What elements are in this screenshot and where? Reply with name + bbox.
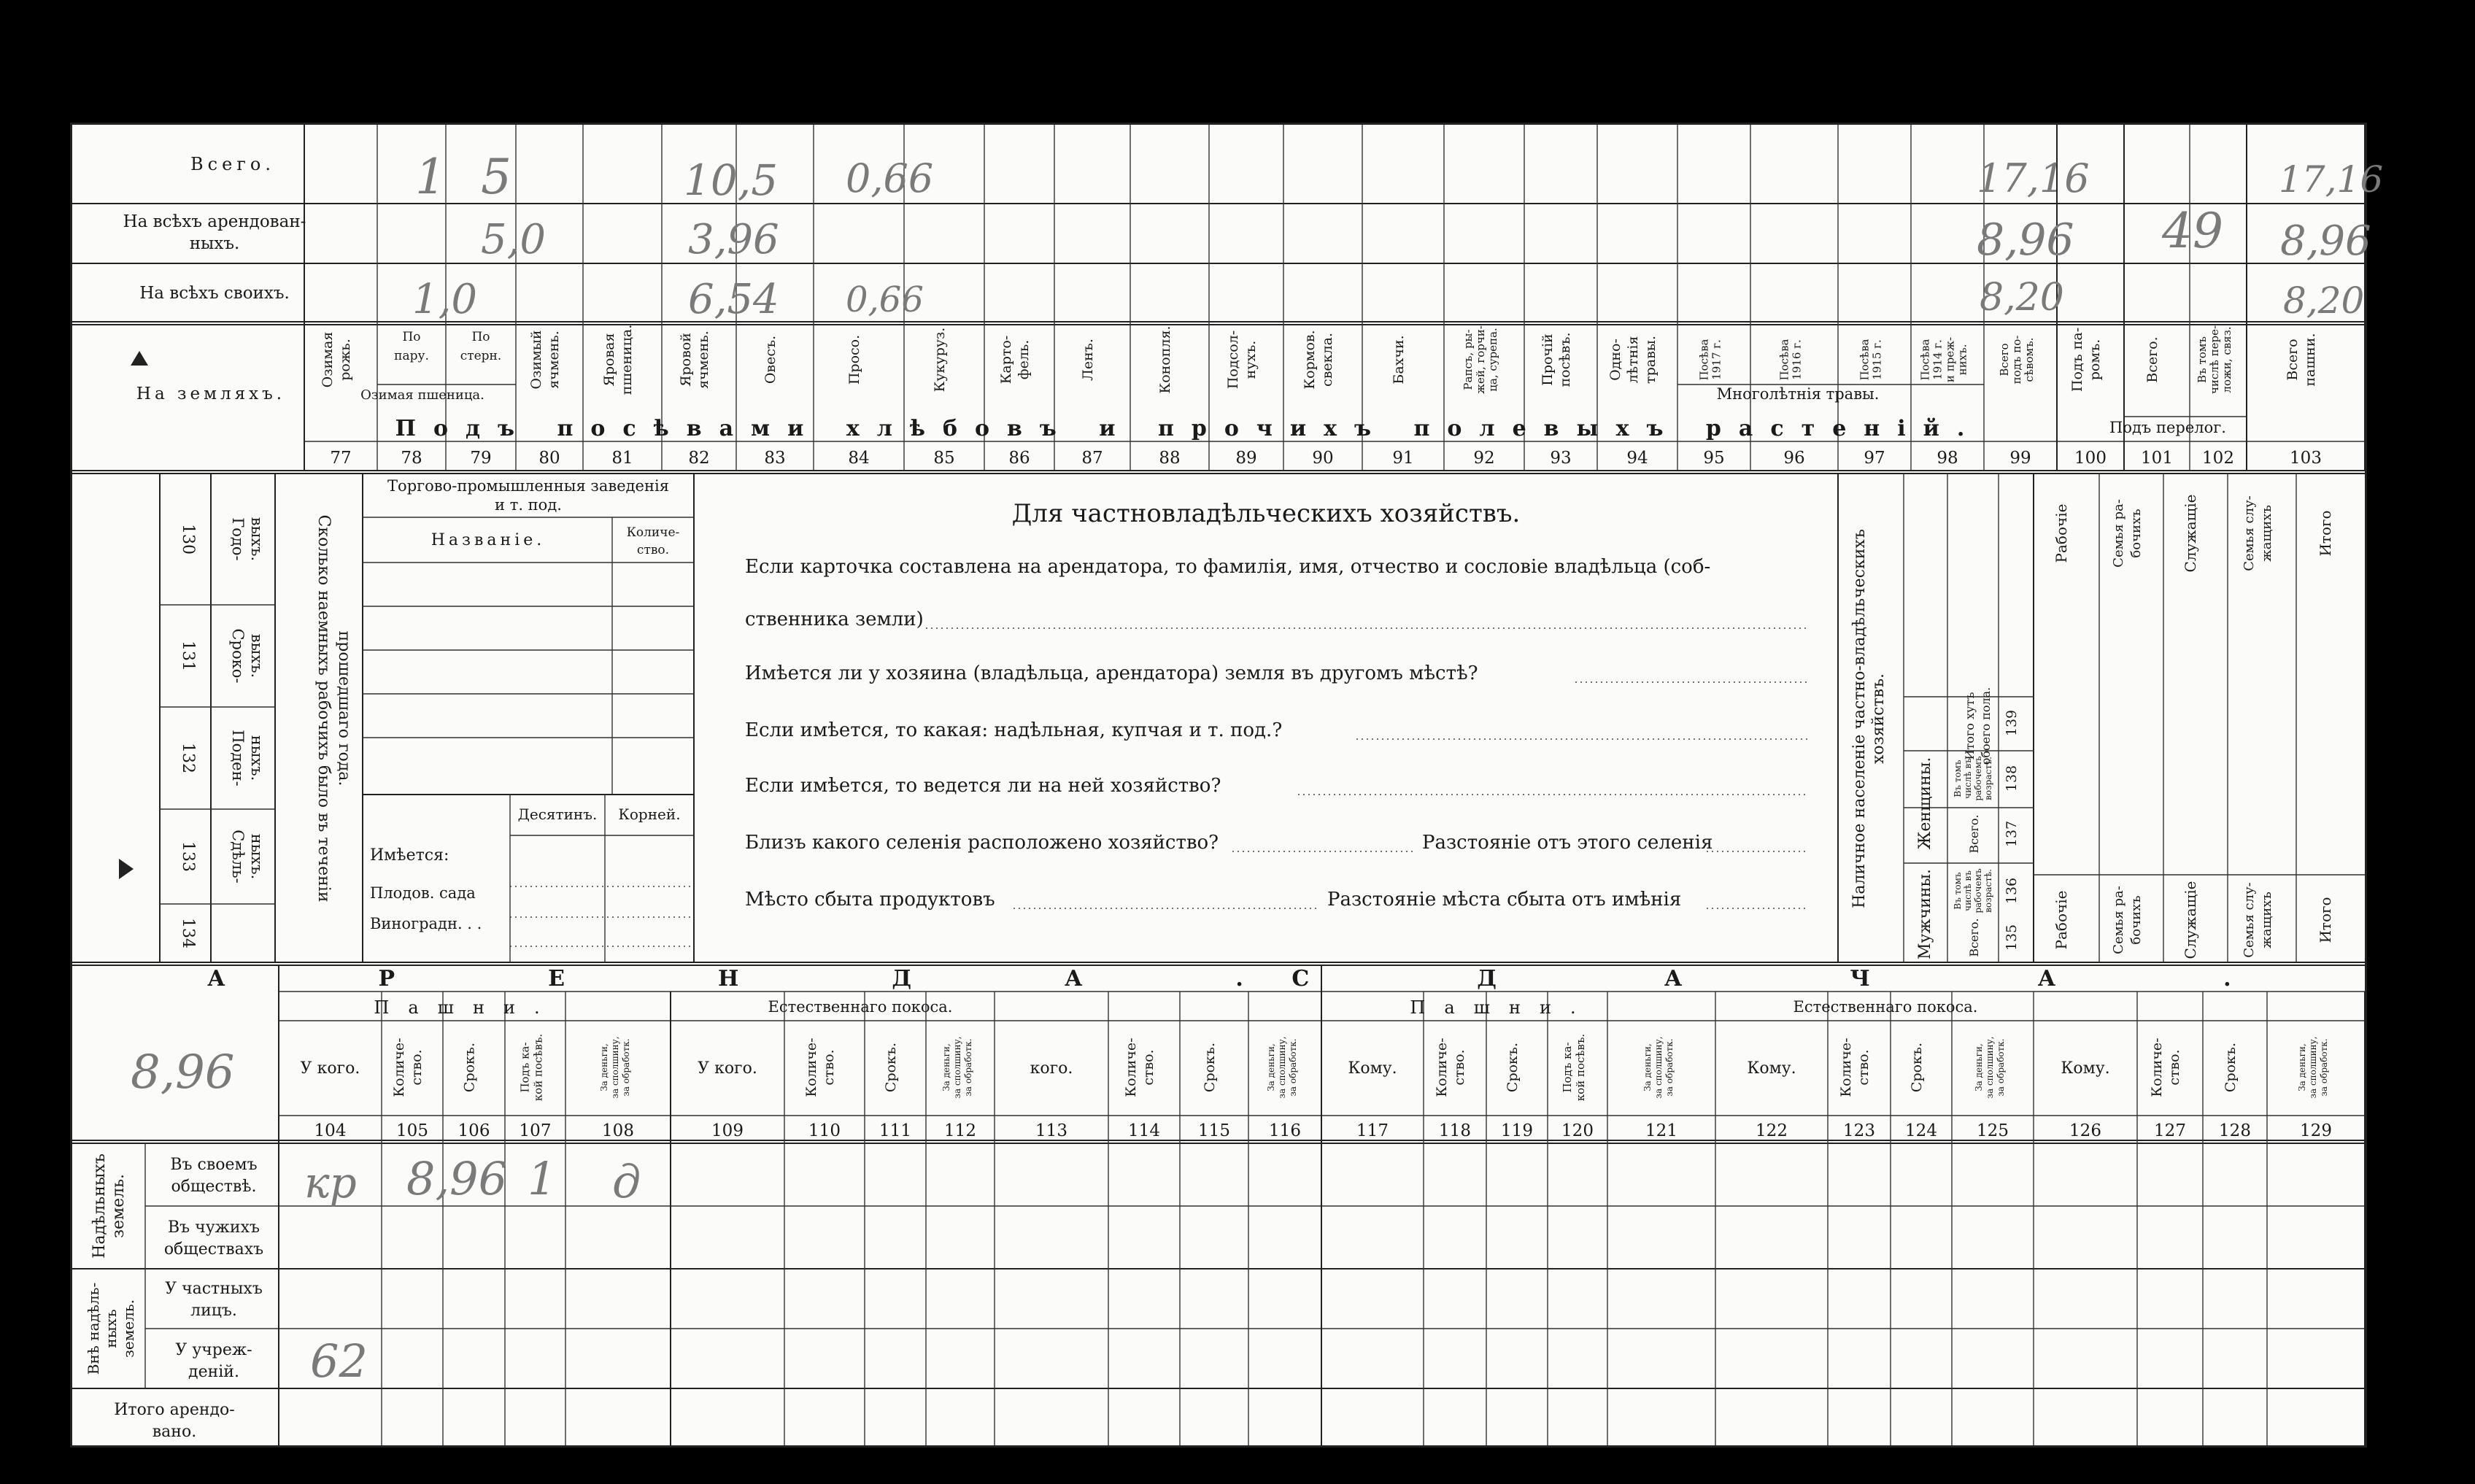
pop-col-staff: Служащіе — [2182, 494, 2199, 573]
col-number-110: 110 — [808, 1121, 841, 1140]
crop-header-9: Карто- — [998, 335, 1014, 384]
q-farming: Если имѣется, то ведется ли на ней хозяйство? — [745, 775, 1221, 797]
col-number-108: 108 — [602, 1121, 634, 1140]
crop-header-17: травы. — [1642, 336, 1659, 384]
lease-col-header-18: Кому. — [1747, 1059, 1796, 1078]
lease-col-header-20: Срокъ. — [1909, 1042, 1925, 1093]
pop-of-which: возрастѣ. — [1983, 869, 1993, 913]
bottom-frame — [72, 965, 2365, 1445]
crop-header-0: рожь. — [337, 339, 353, 381]
col-number-127: 127 — [2154, 1121, 2186, 1140]
arenda-pokos: Естественнаго покоса. — [768, 998, 953, 1016]
col-number-82: 82 — [688, 449, 710, 468]
institutions-label-2: деній. — [188, 1363, 239, 1381]
col-number-116: 116 — [1269, 1121, 1301, 1140]
col-number-99: 99 — [2009, 449, 2031, 468]
hw-rented-c2: 5,0 — [481, 216, 547, 263]
lease-col-header-25: за сполшину, — [2308, 1036, 2318, 1099]
column-numbers-bottom — [314, 1121, 2332, 1140]
lease-col-header-25: за обработк. — [2319, 1038, 2329, 1097]
census-form-grid — [72, 125, 2399, 1445]
pop-women-total: Всего. — [1967, 814, 1981, 854]
hw-own-c26: 8,20 — [2283, 279, 2365, 322]
col-number-118: 118 — [1439, 1121, 1471, 1140]
crop-header-22: Всего — [1998, 343, 2011, 376]
lease-columns-grid — [279, 992, 2365, 1445]
col-number-77: 77 — [330, 449, 352, 468]
crop-header-16: Прочій — [1540, 333, 1556, 386]
trade-qty-header: Количе- — [626, 525, 680, 540]
hw-own-c5: 6,54 — [688, 276, 779, 323]
col-number-111: 111 — [879, 1121, 911, 1140]
winter-wheat-group: Озимая пшеница. — [360, 387, 484, 403]
handwritten-entries — [131, 149, 2383, 1388]
hw-nonallot: 62 — [310, 1334, 368, 1388]
population-title-2: хозяйствъ. — [1869, 673, 1888, 765]
nonallotment-label-3: земель. — [120, 1299, 137, 1359]
hw-total-c5: 10,5 — [684, 155, 779, 205]
other-community-label-2: обществахъ — [163, 1240, 264, 1259]
lease-col-header-12: за сполшину, — [1277, 1036, 1287, 1099]
hired-workers-title-2: прошедшаго года. — [335, 630, 353, 787]
lease-col-header-17: за обработк. — [1664, 1038, 1675, 1097]
crop-header-23: Подъ па- — [2069, 327, 2085, 393]
crop-header-10: Ленъ. — [1080, 339, 1096, 381]
pop-total-label: Итого хутъ — [1963, 692, 1977, 760]
col-number-125: 125 — [1977, 1121, 2009, 1140]
crop-header-14: Бахчи. — [1391, 335, 1407, 384]
col-number-78: 78 — [401, 449, 422, 468]
lease-col-header-4: за обработк. — [621, 1038, 631, 1097]
crop-header-19: 1916 г. — [1790, 339, 1804, 380]
lease-col-header-4: За деньги, — [599, 1043, 609, 1091]
crop-header-13: свекла. — [1319, 333, 1335, 387]
pop-col-total: Итого — [2317, 897, 2334, 943]
hw-rented-c5: 3,96 — [688, 216, 779, 263]
census-card-sheet — [70, 123, 2399, 1448]
col-number-112: 112 — [944, 1121, 976, 1140]
vineyard-label: Виноградн. . . — [370, 915, 482, 932]
crop-header-8: Кукуруз. — [932, 327, 948, 393]
pop-num: 136 — [2004, 877, 2020, 905]
row-rented-label: На всѣхъ арендован- — [123, 212, 306, 231]
arrow-up-mark — [131, 351, 148, 366]
col-number-106: 106 — [457, 1121, 490, 1140]
own-community-label-2: обществѣ. — [171, 1178, 257, 1196]
col-number-109: 109 — [711, 1121, 744, 1140]
worker-row-number: 130 — [179, 524, 197, 554]
pop-of-which: числѣ въ — [1963, 758, 1973, 799]
pop-col-staff-family: Семья слу- — [2242, 495, 2257, 571]
nonallotment-label-2: ныхъ — [102, 1309, 120, 1348]
lease-col-header-21: За деньги, — [1974, 1043, 1984, 1091]
pop-num: 138 — [2004, 765, 2020, 792]
col-number-100: 100 — [2074, 449, 2107, 468]
pop-men-total: Всего. — [1967, 918, 1981, 957]
col-number-95: 95 — [1703, 449, 1725, 468]
lease-col-header-9: кого. — [1030, 1059, 1073, 1078]
worker-row-label: Сроко- — [229, 628, 247, 684]
crop-headers — [320, 325, 2318, 395]
trade-title: Торгово-промышленныя заведенія — [387, 477, 669, 495]
lease-col-header-8: за обработк. — [963, 1038, 973, 1097]
lease-col-header-23: Количе- — [2149, 1037, 2165, 1097]
lease-col-header-3: кой посѣвъ. — [531, 1033, 545, 1102]
crop-header-26: Всего — [2285, 339, 2301, 381]
pop-col-total: Итого — [2317, 510, 2334, 557]
crop-header-4: Яровая — [601, 333, 617, 387]
lease-col-header-14: ство. — [1451, 1049, 1467, 1086]
worker-row-label: Сдѣль- — [229, 830, 247, 884]
col-number-79: 79 — [470, 449, 492, 468]
crop-header-22: подъ по- — [2010, 335, 2023, 384]
pop-col-workers: Рабочіе — [2053, 890, 2070, 950]
crop-header-2: По — [471, 330, 490, 344]
pop-col-staff-family: жащихъ — [2259, 892, 2274, 948]
hw-own-c1: 1,0 — [412, 276, 478, 323]
crop-header-12: нухъ. — [1243, 340, 1259, 379]
worker-row-label: выхъ. — [248, 517, 266, 562]
lease-col-header-10: ство. — [1140, 1049, 1157, 1086]
col-number-119: 119 — [1501, 1121, 1533, 1140]
hw-total-c26: 17,16 — [2279, 158, 2384, 201]
lease-col-header-4: за сполшину, — [610, 1036, 620, 1099]
row-own-label: На всѣхъ своихъ. — [139, 284, 290, 303]
lease-col-header-8: за сполшину, — [952, 1036, 962, 1099]
lease-col-header-19: Количе- — [1838, 1037, 1854, 1097]
hw-rented-c22: 8,96 — [1977, 215, 2074, 266]
pop-num: 139 — [2004, 709, 2020, 737]
pop-num: 135 — [2004, 924, 2020, 951]
pop-men-label: Мужчины. — [1916, 868, 1934, 960]
worker-row-label: Годо- — [229, 517, 247, 561]
q-owner: Если карточка составлена на арендатора, то фамилія, имя, отчество и сословіе владѣльца (соб- — [745, 556, 1711, 578]
private-title: Для частновладѣльческихъ хозяйствъ. — [1011, 499, 1521, 528]
hw-lease-term: 1 — [528, 1152, 557, 1205]
pop-of-which: числѣ въ — [1963, 870, 1973, 911]
desyat-header: Десятинъ. — [517, 805, 598, 823]
crop-header-15: ца, сурепа. — [1486, 328, 1499, 392]
crop-header-22: сѣвомъ. — [2023, 337, 2036, 382]
hw-total-c22: 17,16 — [1977, 155, 2090, 201]
col-number-86: 86 — [1008, 449, 1030, 468]
crop-header-5: Яровой — [678, 333, 694, 387]
lease-col-header-19: ство. — [1856, 1049, 1872, 1086]
lease-col-header-16: кой посѣвъ. — [1574, 1033, 1587, 1102]
fallow-group: Подъ перелог. — [2109, 419, 2226, 436]
col-number-122: 122 — [1756, 1121, 1788, 1140]
pop-col-staff: Служащіе — [2182, 881, 2199, 959]
worker-row-number: 131 — [179, 641, 197, 671]
private-persons-label-2: лицъ. — [190, 1302, 237, 1320]
lease-headers — [301, 1034, 2329, 1101]
private-persons-label: У частныхъ — [165, 1280, 263, 1298]
roots-header: Корней. — [618, 805, 681, 823]
lease-col-header-1: Количе- — [391, 1037, 407, 1097]
col-number-115: 115 — [1198, 1121, 1230, 1140]
crop-header-16: посѣвъ. — [1557, 332, 1573, 387]
col-number-87: 87 — [1081, 449, 1103, 468]
crop-header-21: нихъ. — [1955, 344, 1969, 376]
col-number-102: 102 — [2202, 449, 2234, 468]
column-numbers-top — [330, 449, 2322, 468]
trade-title-2: и т. под. — [495, 496, 562, 514]
q-distance: Разстояніе отъ этого селенія — [1422, 832, 1713, 854]
arenda-title: АРЕНДА. — [207, 966, 1397, 992]
pop-of-which: возрастѣ. — [1983, 757, 1993, 800]
worker-row-label: Поден- — [229, 730, 247, 787]
crop-header-3: Озимый — [528, 330, 544, 390]
worker-row-number: 134 — [179, 918, 197, 948]
col-number-80: 80 — [538, 449, 560, 468]
has-label: Имѣется: — [370, 846, 449, 865]
worker-row-label: выхъ. — [248, 633, 266, 679]
col-number-128: 128 — [2219, 1121, 2251, 1140]
col-number-123: 123 — [1843, 1121, 1875, 1140]
nonallotment-label: Внѣ надѣль- — [85, 1282, 102, 1375]
col-number-129: 129 — [2300, 1121, 2332, 1140]
hw-rented-c26: 8,96 — [2280, 217, 2371, 265]
institutions-label: У учреж- — [175, 1341, 252, 1359]
population-title: Наличное населеніе частно-владѣльческихъ — [1850, 529, 1869, 908]
row-total-label: Всего. — [190, 154, 275, 174]
lease-col-header-0: У кого. — [300, 1059, 360, 1078]
col-number-98: 98 — [1937, 449, 1958, 468]
trade-qty-header-2: ство. — [636, 543, 670, 557]
col-number-90: 90 — [1312, 449, 1334, 468]
lease-col-header-22: Кому. — [2061, 1059, 2110, 1078]
crop-header-23: ромъ. — [2087, 339, 2103, 381]
crop-header-13: Кормов. — [1302, 330, 1318, 390]
arrow-right-mark — [119, 859, 134, 879]
col-number-81: 81 — [611, 449, 633, 468]
pop-of-which: рабочемъ — [1973, 868, 1983, 913]
crop-header-4: пшеница. — [619, 324, 635, 395]
pop-col-worker-family: бочихъ — [2128, 509, 2144, 558]
col-number-88: 88 — [1159, 449, 1181, 468]
col-number-117: 117 — [1356, 1121, 1389, 1140]
pop-of-which: рабочемъ — [1973, 756, 1983, 801]
lease-col-header-24: Срокъ. — [2223, 1042, 2239, 1093]
lease-col-header-6: Количе- — [803, 1037, 819, 1097]
hw-total-c2: 5 — [481, 149, 511, 205]
population-block — [1916, 495, 2334, 960]
crop-header-20: Посѣва — [1858, 339, 1872, 381]
col-number-121: 121 — [1645, 1121, 1677, 1140]
lease-col-header-16: Подъ ка- — [1561, 1042, 1574, 1093]
lease-col-header-11: Срокъ. — [1202, 1042, 1218, 1093]
sdacha-pashni: Пашни. — [1410, 997, 1595, 1018]
lease-col-header-23: ство. — [2166, 1049, 2182, 1086]
col-number-92: 92 — [1473, 449, 1495, 468]
col-number-107: 107 — [519, 1121, 552, 1140]
lease-col-header-1: ство. — [409, 1049, 425, 1086]
pop-of-which: Въ томъ — [1953, 872, 1963, 910]
crop-header-18: 1917 г. — [1710, 339, 1723, 380]
total-leased-label: Итого арендо- — [114, 1401, 235, 1419]
lease-col-header-13: Кому. — [1348, 1059, 1397, 1078]
crop-header-9: фель. — [1016, 339, 1032, 380]
pop-col-worker-family: Семья ра- — [2111, 886, 2126, 954]
pop-total-label: обоего пола. — [1979, 687, 1993, 765]
crop-header-2: стерн. — [460, 349, 502, 363]
hw-lease-qty: 8,96 — [406, 1152, 508, 1205]
crop-header-20: 1915 г. — [1870, 339, 1884, 380]
lease-col-header-8: За деньги, — [941, 1043, 951, 1091]
crop-header-11: Конопля. — [1157, 325, 1173, 394]
other-community-label: Въ чужихъ — [168, 1218, 260, 1237]
trade-name-header: Названіе. — [430, 531, 546, 549]
crop-header-15: жей, горчи- — [1474, 325, 1487, 394]
lease-col-header-17: За деньги, — [1642, 1043, 1653, 1091]
total-leased-label-2: вано. — [152, 1423, 197, 1441]
sdacha-title: СДАЧА. — [1291, 966, 2399, 992]
worker-row-label: ныхъ. — [248, 735, 266, 781]
q-village: Близъ какого селенія расположено хозяйство? — [745, 832, 1219, 854]
on-lands-label: На земляхъ. — [136, 384, 286, 403]
lease-col-header-17: за сполшину, — [1653, 1036, 1664, 1099]
crop-header-21: и преж- — [1943, 336, 1957, 383]
col-number-120: 120 — [1561, 1121, 1594, 1140]
lease-col-header-25: За деньги, — [2297, 1043, 2307, 1091]
orchard-label: Плодов. сада — [370, 884, 476, 902]
hw-rented-c24: 49 — [2162, 203, 2223, 259]
allotment-lands-label: Надѣльныхъ — [90, 1153, 109, 1259]
crop-header-25: ложи, связ. — [2220, 326, 2233, 393]
crop-header-17: Одно- — [1607, 339, 1623, 381]
col-number-94: 94 — [1626, 449, 1648, 468]
crop-header-7: Просо. — [846, 334, 862, 385]
hw-lease-pay: д — [612, 1155, 641, 1208]
col-number-101: 101 — [2141, 449, 2173, 468]
col-number-104: 104 — [314, 1121, 347, 1140]
hw-own-c7: 0,66 — [846, 279, 924, 320]
pop-of-which: Въ томъ — [1953, 760, 1963, 797]
crop-header-17: лѣтнія — [1625, 336, 1641, 384]
pop-col-workers: Рабочіе — [2053, 503, 2070, 563]
crop-header-3: ячмень. — [546, 331, 562, 389]
col-number-124: 124 — [1905, 1121, 1937, 1140]
crop-header-5: ячмень. — [695, 331, 711, 389]
crop-header-0: Озимая — [320, 331, 336, 388]
crop-header-12: Подсол- — [1225, 330, 1241, 390]
col-number-93: 93 — [1550, 449, 1572, 468]
q-market: Мѣсто сбыта продуктовъ — [745, 889, 995, 911]
col-number-103: 103 — [2290, 449, 2322, 468]
hw-total-c7: 0,66 — [846, 155, 934, 201]
crop-header-25: Въ томъ — [2196, 336, 2209, 383]
hired-workers-block — [179, 517, 266, 948]
pop-col-staff-family: Семья слу- — [2242, 882, 2257, 958]
crop-header-21: Посѣва — [1918, 339, 1932, 381]
crop-header-6: Овесъ. — [762, 335, 779, 384]
lease-col-header-7: Срокъ. — [883, 1042, 899, 1093]
lease-col-header-3: Подъ ка- — [518, 1042, 532, 1093]
crop-header-15: Рапсъ, ры- — [1462, 329, 1475, 390]
q-owner-2: ственника земли) — [745, 608, 924, 630]
hw-lessor: кр — [304, 1158, 357, 1207]
lease-col-header-12: за обработк. — [1288, 1038, 1298, 1097]
lease-col-header-14: Количе- — [1434, 1037, 1450, 1097]
pop-col-staff-family: жащихъ — [2259, 505, 2274, 562]
col-number-126: 126 — [2069, 1121, 2101, 1140]
lease-col-header-10: Количе- — [1123, 1037, 1139, 1097]
worker-row-label: ныхъ. — [248, 833, 266, 880]
own-community-label: Въ своемъ — [170, 1156, 258, 1174]
crop-header-1: пару. — [394, 349, 429, 363]
perennial-group: Многолѣтнія травы. — [1716, 385, 1880, 403]
lease-col-header-5: У кого. — [698, 1059, 757, 1078]
under-crops-group: Подъ посѣвами хлѣбовъ и прочихъ полевыхъ растеній. — [395, 416, 1982, 441]
arenda-pashni: Пашни. — [374, 997, 559, 1018]
col-number-114: 114 — [1128, 1121, 1160, 1140]
hw-own-c22: 8,20 — [1980, 276, 2064, 320]
worker-row-number: 132 — [179, 743, 197, 773]
sdacha-pokos: Естественнаго покоса. — [1793, 998, 1978, 1016]
q-market-distance: Разстояніе мѣста сбыта отъ имѣнія — [1327, 889, 1682, 911]
crop-header-25: числѣ пере- — [2208, 325, 2221, 395]
row-rented-label-2: ныхъ. — [189, 234, 240, 253]
crop-header-24: Всего. — [2144, 336, 2161, 383]
crop-header-19: Посѣва — [1777, 339, 1791, 381]
hw-arenda-total: 8,96 — [131, 1046, 235, 1100]
lease-col-header-15: Срокъ. — [1505, 1042, 1521, 1093]
col-number-84: 84 — [848, 449, 870, 468]
q-land-type: Если имѣется, то какая: надѣльная, купчая и т. под.? — [745, 719, 1283, 741]
pop-num: 137 — [2004, 820, 2020, 848]
lease-col-header-21: за сполшину, — [1985, 1036, 1995, 1099]
lease-col-header-2: Срокъ. — [461, 1042, 478, 1093]
lease-col-header-21: за обработк. — [1996, 1038, 2006, 1097]
q-other-land: Имѣется ли у хозяина (владѣльца, арендатора) земля въ другомъ мѣстѣ? — [745, 662, 1478, 684]
pop-women-label: Женщины. — [1916, 757, 1934, 850]
crop-header-21: 1914 г. — [1931, 339, 1945, 380]
col-number-83: 83 — [764, 449, 786, 468]
col-number-85: 85 — [933, 449, 955, 468]
col-number-97: 97 — [1864, 449, 1885, 468]
pop-col-worker-family: бочихъ — [2128, 895, 2144, 945]
hw-total-c1: 1 — [415, 149, 446, 205]
crop-header-1: По — [402, 330, 421, 344]
lease-col-header-12: За деньги, — [1266, 1043, 1276, 1091]
col-number-113: 113 — [1035, 1121, 1067, 1140]
col-number-91: 91 — [1392, 449, 1414, 468]
allotment-lands-label-2: земель. — [109, 1173, 128, 1239]
col-number-89: 89 — [1235, 449, 1257, 468]
col-number-96: 96 — [1783, 449, 1805, 468]
pop-col-worker-family: Семья ра- — [2111, 499, 2126, 568]
col-number-105: 105 — [396, 1121, 428, 1140]
lease-col-header-6: ство. — [821, 1049, 837, 1086]
crop-header-26: пашни. — [2302, 333, 2318, 387]
worker-row-number: 133 — [179, 841, 197, 872]
hired-workers-title: Сколько наемныхъ рабочихъ было въ теченіи — [314, 514, 333, 903]
crop-header-18: Посѣва — [1697, 339, 1711, 381]
